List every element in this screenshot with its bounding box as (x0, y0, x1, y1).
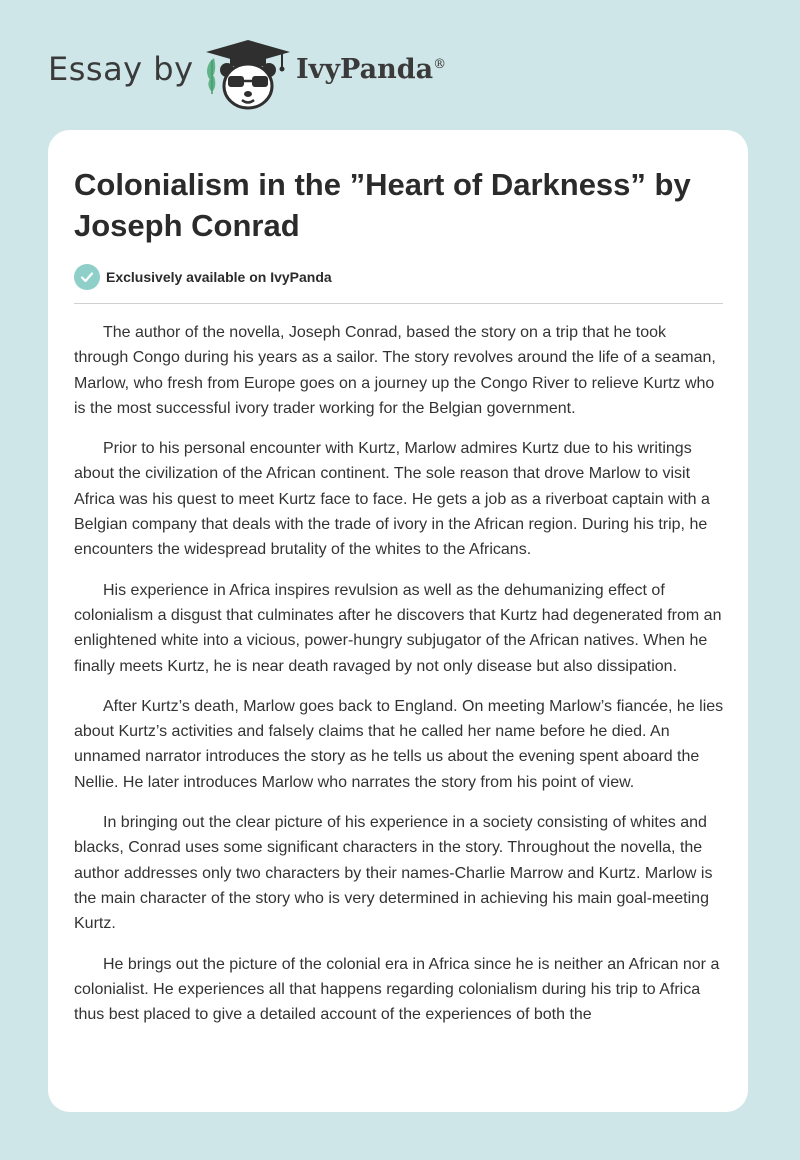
exclusive-badge (74, 264, 332, 290)
site-header (0, 0, 800, 130)
paragraph: He brings out the picture of the colonial era in Africa since he is neither an African nor a colonialist. He experiences all that happens regarding colonialism during his trip to Africa thus best placed to give a detailed account of the experiences of both the (74, 955, 720, 1024)
essay-title: Colonialism in the ”Heart of Darkness” by Joseph Conrad (74, 167, 691, 243)
divider (74, 303, 723, 304)
essay-by-label: Essay by (48, 50, 194, 88)
registered-mark: ® (433, 57, 447, 72)
paragraph: In bringing out the clear picture of his experience in a society consisting of whites and blacks, Conrad uses some significant characters in the story. Throughout the novella, the author addresses only two characters by their names-Charlie Marrow and Kurtz. Marlow is the main character of the story who is very determined in achieving his main goal-meeting Kurtz. (74, 814, 713, 933)
essay-body (74, 320, 724, 1042)
paragraph: His experience in Africa inspires revulsion as well as the dehumanizing effect of colonialism a disgust that culminates after he discovers that Kurtz had degenerated from an enlightened white into a vicious, power-hungry subjugator of the African natives. When he finally meets Kurtz, he is near death ravaged by not only disease but also dissipation. (74, 581, 722, 675)
brand-name[interactable]: IvyPanda® (296, 54, 447, 85)
check-circle-icon (74, 264, 100, 290)
panda-graduate-logo-icon[interactable] (200, 36, 292, 112)
paragraph: The author of the novella, Joseph Conrad, based the story on a trip that he took through Congo during his years as a sailor. The story revolves around the life of a seaman, Marlow, who fresh from Europe goes on a journey up the Congo River to relieve Kurtz who is the most successful ivory trader working for the Belgian government. (74, 324, 716, 417)
essay-card (48, 130, 748, 1112)
paragraph: Prior to his personal encounter with Kurtz, Marlow admires Kurtz due to his writings about the civilization of the African continent. The sole reason that drove Marlow to visit Africa was his quest to meet Kurtz face to face. He gets a job as a riverboat captain with a Belgian company that deals with the trade of ivory in the African region. During his trip, he encounters the widespread brutality of the whites to the Africans. (74, 440, 710, 559)
badge-label: Exclusively available on IvyPanda (106, 269, 332, 285)
paragraph: After Kurtz’s death, Marlow goes back to England. On meeting Marlow’s fiancée, he lies about Kurtz’s activities and falsely claims that he called her name before he died. An unnamed narrator introduces the story as he tells us about the evening spent aboard the Nellie. He later introduces Marlow who narrates the story from his point of view. (74, 697, 724, 791)
